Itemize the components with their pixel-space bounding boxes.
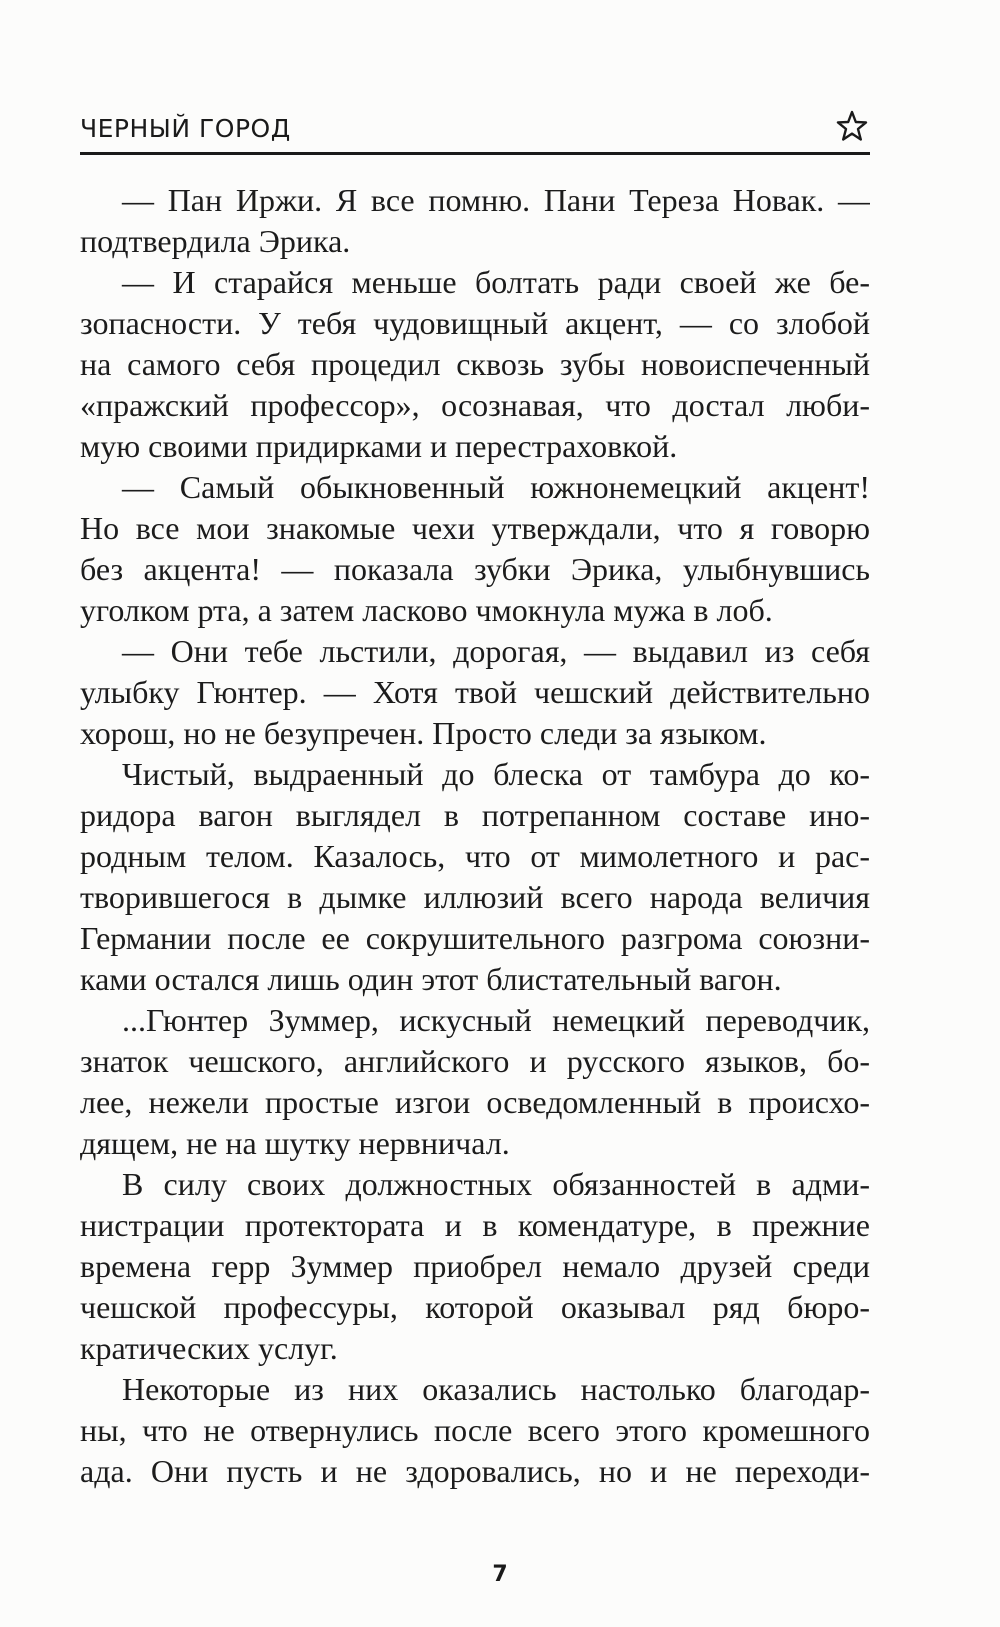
text-line: ...Гюнтер Зуммер, искусный немецкий переводчик,: [122, 1002, 870, 1038]
text-line: родным телом. Казалось, что от мимолетного и рас-: [80, 838, 870, 874]
text-line: творившегося в дымке иллюзий всего народа величия: [80, 879, 870, 915]
text-line: знаток чешского, английского и русского языков, бо-: [80, 1043, 870, 1079]
running-header: [80, 108, 870, 155]
text-line: ридора вагон выглядел в потрепанном составе ино-: [80, 797, 870, 833]
running-header-title: ЧЕРНЫЙ ГОРОД: [80, 114, 291, 143]
text-line: Но все мои знакомые чехи утверждали, что я говорю: [80, 510, 870, 546]
text-line: В силу своих должностных обязанностей в адми-: [122, 1166, 870, 1202]
text-line: ны, что не отвернулись после всего этого кромешного: [80, 1412, 870, 1448]
text-line: без акцента! — показала зубки Эрика, улыбнувшись: [80, 551, 870, 587]
text-line: — Пан Иржи. Я все помню. Пани Тереза Новак. —: [122, 182, 870, 218]
text-line: — Они тебе льстили, дорогая, — выдавил из себя: [122, 633, 870, 669]
text-line: зопасности. У тебя чудовищный акцент, — со злобой: [80, 305, 870, 341]
text-line: улыбку Гюнтер. — Хотя твой чешский действительно: [80, 674, 870, 710]
text-line: ками остался лишь один этот блистательный вагон.: [80, 961, 782, 997]
text-line: дящем, не на шутку нервничал.: [80, 1125, 510, 1161]
text-line: подтвердила Эрика.: [80, 223, 351, 259]
text-line: Германии после ее сокрушительного разгрома союзни-: [80, 920, 870, 956]
body-text: [80, 180, 870, 1492]
text-line: ада. Они пусть и не здоровались, но и не переходи-: [80, 1453, 870, 1489]
page-number: 7: [492, 1562, 508, 1587]
text-line: уголком рта, а затем ласково чмокнула мужа в лоб.: [80, 592, 773, 628]
text-line: Чистый, выдраенный до блеска от тамбура до ко-: [122, 756, 870, 792]
text-line: мую своими придирками и перестраховкой.: [80, 428, 678, 464]
text-line: нистрации протектората и в комендатуре, в прежние: [80, 1207, 870, 1243]
text-line: «пражский профессор», осознавая, что достал люби-: [80, 387, 870, 423]
text-line: кратических услуг.: [80, 1330, 338, 1366]
text-line: лее, нежели простые изгои осведомленный в происхо-: [80, 1084, 870, 1120]
text-line: чешской профессуры, которой оказывал ряд бюро-: [80, 1289, 870, 1325]
text-line: времена герр Зуммер приобрел немало друзей среди: [80, 1248, 870, 1284]
text-line: — И старайся меньше болтать ради своей же бе-: [122, 264, 870, 300]
text-line: — Самый обыкновенный южнонемецкий акцент!: [122, 469, 870, 505]
text-line: Некоторые из них оказались настолько благодар-: [122, 1371, 870, 1407]
text-line: хорош, но не безупречен. Просто следи за языком.: [80, 715, 767, 751]
star-icon: [836, 110, 868, 142]
text-line: на самого себя процедил сквозь зубы новоиспеченный: [80, 346, 870, 382]
